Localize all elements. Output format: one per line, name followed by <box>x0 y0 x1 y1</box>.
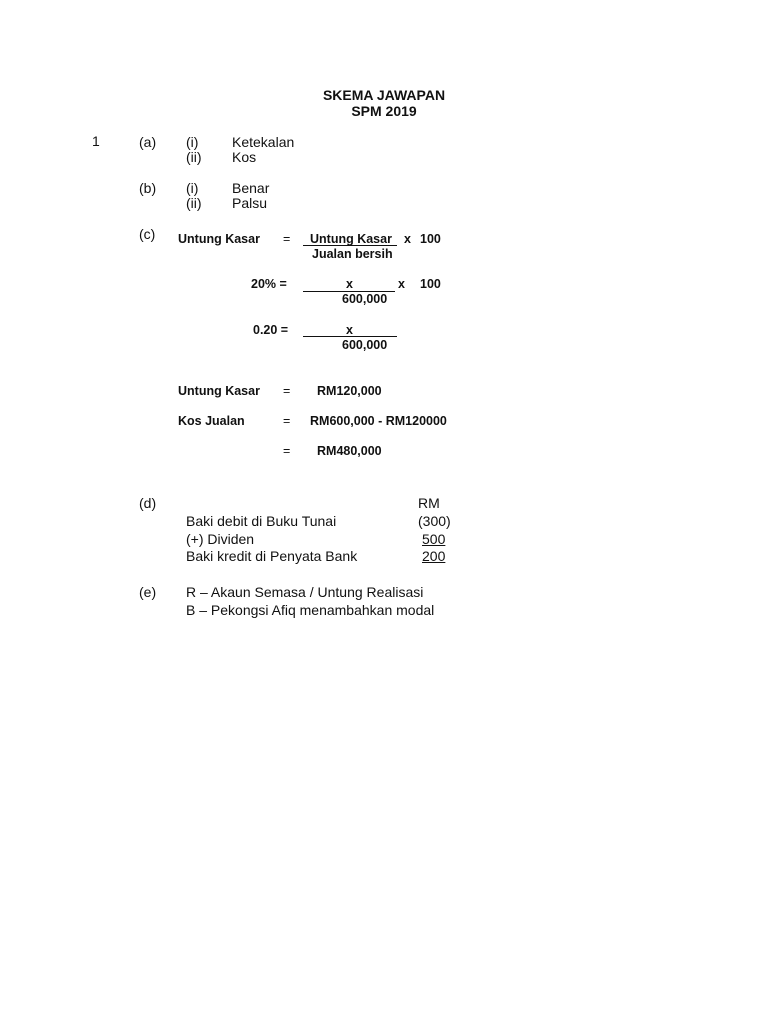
part-b-item-2-answer: Palsu <box>232 195 268 211</box>
step2-lhs: 0.20 = <box>253 323 289 337</box>
reconciliation-row-3-desc: Baki kredit di Penyata Bank <box>186 548 358 564</box>
page-subtitle: SPM 2019 <box>351 103 417 119</box>
part-d-label: (d) <box>139 495 157 511</box>
step2-denominator: 600,000 <box>342 338 388 352</box>
formula-times: x <box>404 232 411 246</box>
step1-lhs: 20% = <box>251 277 287 291</box>
part-b-item-1-num: (i) <box>186 180 199 196</box>
formula-fraction-bar <box>303 245 397 246</box>
part-e-line-2: B – Pekongsi Afiq menambahkan modal <box>186 602 435 618</box>
cost-of-sales-equals: = <box>283 414 291 428</box>
part-a-item-2-answer: Kos <box>232 149 257 165</box>
formula-denominator: Jualan bersih <box>312 247 393 261</box>
step2-numerator: x <box>346 323 353 337</box>
cost-result-value: RM480,000 <box>317 444 382 458</box>
gross-profit-label: Untung Kasar <box>178 384 260 398</box>
step1-hundred: 100 <box>420 277 441 291</box>
reconciliation-row-1-desc: Baki debit di Buku Tunai <box>186 513 337 529</box>
cost-of-sales-label: Kos Jualan <box>178 414 245 428</box>
step1-times: x <box>398 277 405 291</box>
cost-result-equals: = <box>283 444 291 458</box>
step2-fraction-bar <box>303 336 397 337</box>
gross-profit-value: RM120,000 <box>317 384 382 398</box>
formula-numerator: Untung Kasar <box>310 232 392 246</box>
part-a-label: (a) <box>139 134 157 150</box>
formula-hundred: 100 <box>420 232 441 246</box>
step1-numerator: x <box>346 277 353 291</box>
formula-equals: = <box>283 232 291 246</box>
part-c-label: (c) <box>139 226 156 242</box>
formula-lhs: Untung Kasar <box>178 232 260 246</box>
part-b-item-2-num: (ii) <box>186 195 202 211</box>
reconciliation-row-3-amount: 200 <box>422 548 446 564</box>
part-e-label: (e) <box>139 584 157 600</box>
reconciliation-row-2-desc: (+) Dividen <box>186 531 255 547</box>
question-number: 1 <box>92 133 100 149</box>
page-title: SKEMA JAWAPAN <box>322 87 446 103</box>
part-b-label: (b) <box>139 180 157 196</box>
currency-header: RM <box>418 495 440 511</box>
part-a-item-1-num: (i) <box>186 134 199 150</box>
cost-of-sales-expression: RM600,000 - RM120000 <box>310 414 447 428</box>
step1-denominator: 600,000 <box>342 292 388 306</box>
gross-profit-equals: = <box>283 384 291 398</box>
part-e-line-1: R – Akaun Semasa / Untung Realisasi <box>186 584 424 600</box>
reconciliation-row-1-amount: (300) <box>418 513 451 529</box>
part-a-item-1-answer: Ketekalan <box>232 134 295 150</box>
reconciliation-row-2-amount: 500 <box>422 531 446 547</box>
part-a-item-2-num: (ii) <box>186 149 202 165</box>
part-b-item-1-answer: Benar <box>232 180 270 196</box>
